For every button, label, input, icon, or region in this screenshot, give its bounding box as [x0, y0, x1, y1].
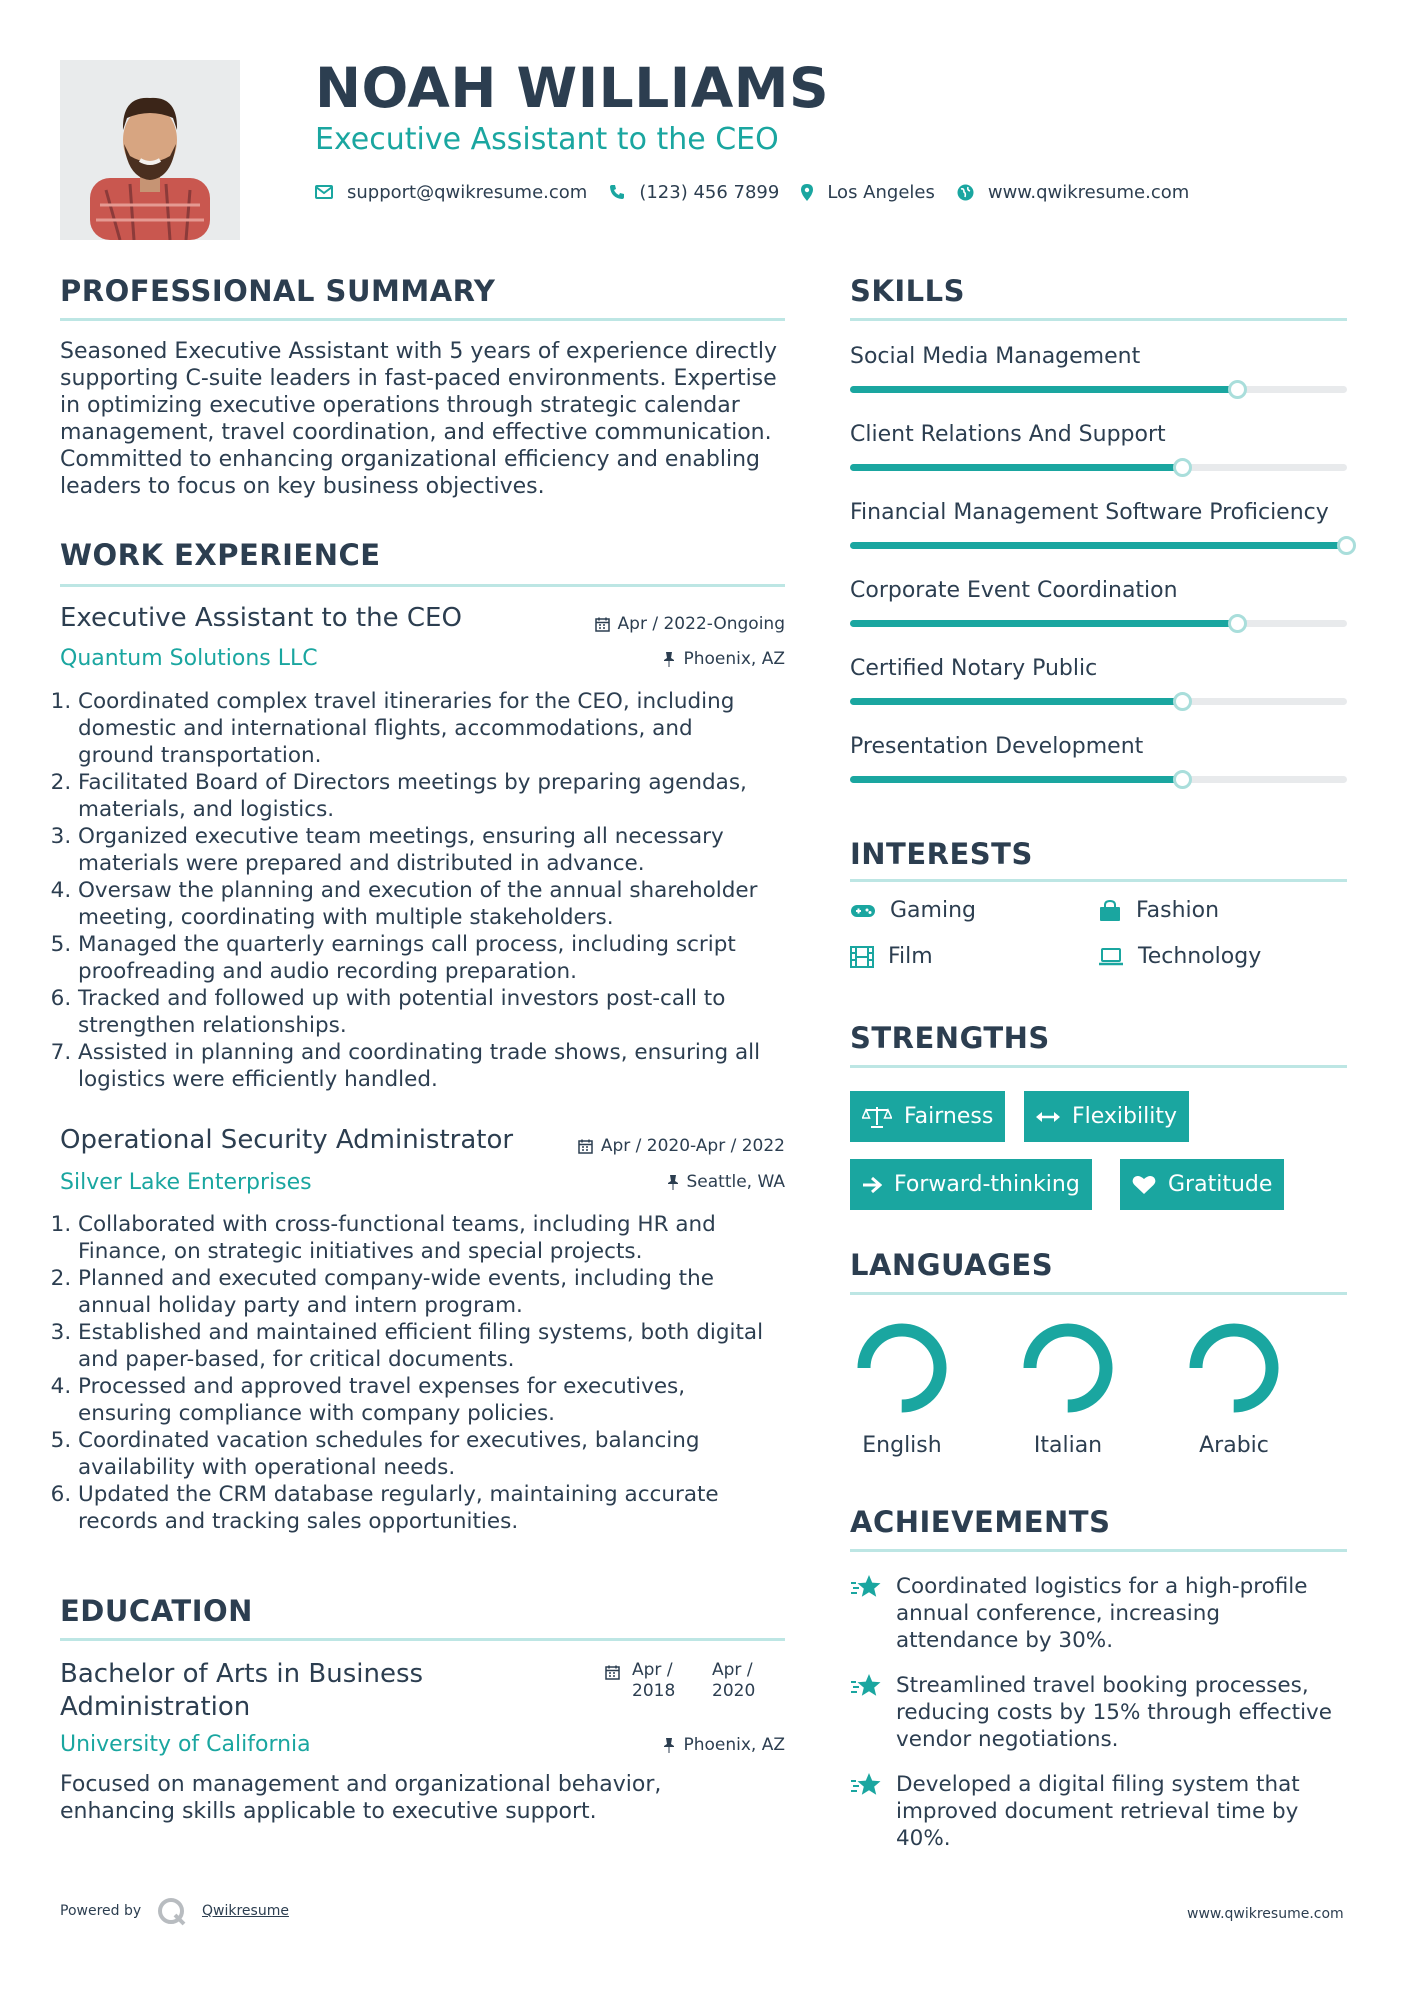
summary-line: Committed to enhancing organizational efficiency and enabling — [60, 447, 760, 472]
achievement-star-icon — [850, 1574, 882, 1604]
skill-level-fill — [850, 386, 1238, 393]
profile-photo — [60, 60, 240, 240]
achievement-star-icon — [850, 1673, 882, 1703]
skills-heading: SKILLS — [850, 274, 965, 308]
skill-level-fill — [850, 698, 1183, 705]
languages-heading: LANGUAGES — [850, 1248, 1054, 1282]
language-name: Italian — [1033, 1433, 1103, 1458]
skill-level-bar — [850, 542, 1347, 549]
job-dates — [480, 1136, 785, 1156]
skill-level-knob — [1337, 536, 1356, 555]
skill-name: Certified Notary Public — [850, 656, 1098, 681]
skill-level-knob — [1173, 770, 1192, 789]
contact-website-text: www.qwikresume.com — [987, 181, 1190, 203]
skill-level-bar — [850, 698, 1347, 705]
degree-line: Bachelor of Arts in Business — [60, 1659, 424, 1689]
skill-level-fill — [850, 542, 1347, 549]
language-name: English — [862, 1433, 942, 1458]
map-pin-icon — [801, 184, 813, 201]
interest-gaming: Gaming — [850, 898, 976, 923]
skills-divider — [850, 318, 1347, 321]
pin-icon — [667, 1175, 679, 1190]
achievement-item: Streamlined travel booking processes, reducing costs by 15% through effective vendor negotiations. — [896, 1673, 1332, 1752]
interests-divider — [850, 879, 1347, 882]
school-location — [500, 1735, 785, 1755]
job-location — [500, 649, 785, 669]
list-item: 6. Tracked and followed up with potential investors post-call to strengthen relationships. — [78, 985, 800, 1039]
qwikresume-logo-icon — [157, 1897, 187, 1931]
contact-phone-text: (123) 456 7899 — [639, 181, 780, 203]
calendar-icon — [578, 1139, 593, 1154]
interests-heading: INTERESTS — [850, 837, 1033, 871]
education-divider — [60, 1638, 785, 1641]
skill-level-bar — [850, 386, 1347, 393]
interest-fashion: Fashion — [1098, 898, 1219, 923]
achievement-item: Developed a digital filing system that improved document retrieval time by 40%. — [896, 1772, 1300, 1851]
job-location-text: Seattle, WA — [686, 1172, 785, 1192]
strength-flexibility: Flexibility — [1024, 1091, 1189, 1142]
list-item: 3. Established and maintained efficient filing systems, both digital and paper-based, for critical documents. — [78, 1319, 800, 1373]
summary-text — [60, 338, 800, 500]
achievements-heading: ACHIEVEMENTS — [850, 1505, 1111, 1539]
envelope-icon — [315, 185, 333, 199]
footer-website-link[interactable]: www.qwikresume.com — [1187, 1906, 1344, 1922]
skill-level-knob — [1173, 692, 1192, 711]
job-location-text: Phoenix, AZ — [683, 649, 785, 669]
calendar-icon — [605, 1665, 623, 1684]
globe-icon — [957, 184, 974, 201]
degree-title — [60, 1658, 423, 1724]
education-heading: EDUCATION — [60, 1594, 253, 1628]
degree-line: Administration — [60, 1692, 251, 1722]
experience-heading: WORK EXPERIENCE — [60, 538, 381, 572]
job-dates — [500, 614, 785, 634]
qwikresume-link[interactable]: Qwikresume — [202, 1903, 289, 1919]
shopping-bag-icon — [1098, 900, 1122, 922]
gamepad-icon — [850, 903, 876, 919]
contact-website[interactable] — [957, 182, 1189, 203]
strengths-divider — [850, 1065, 1347, 1068]
skill-level-knob — [1173, 458, 1192, 477]
strength-fairness: Fairness — [850, 1091, 1005, 1142]
contact-email[interactable] — [315, 182, 587, 203]
list-item: 4. Processed and approved travel expenses for executives, ensuring compliance with company policies. — [78, 1373, 800, 1427]
skill-level-bar — [850, 620, 1347, 627]
arrows-horizontal-icon — [1036, 1110, 1060, 1124]
contact-email-text: support@qwikresume.com — [347, 181, 588, 203]
summary-line: in optimizing executive operations through strategic calendar — [60, 393, 740, 418]
candidate-title: Executive Assistant to the CEO — [315, 122, 779, 157]
skill-name: Corporate Event Coordination — [850, 578, 1178, 603]
interest-film: Film — [850, 944, 933, 969]
balance-scale-icon — [862, 1106, 892, 1128]
list-item: 2. Planned and executed company-wide events, including the annual holiday party and intern program. — [78, 1265, 800, 1319]
education-start-date: Apr / 2018 — [632, 1660, 676, 1701]
strength-forward-thinking: Forward-thinking — [850, 1159, 1092, 1210]
contact-location — [801, 182, 935, 203]
skill-name: Presentation Development — [850, 734, 1144, 759]
strengths-heading: STRENGTHS — [850, 1021, 1050, 1055]
heart-icon — [1132, 1174, 1156, 1195]
list-item: 7. Assisted in planning and coordinating trade shows, ensuring all logistics were efficiently handled. — [78, 1039, 800, 1093]
summary-divider — [60, 318, 785, 321]
education-description: Focused on management and organizational behavior, enhancing skills applicable to executive support. — [60, 1772, 662, 1824]
job-company: Quantum Solutions LLC — [60, 646, 318, 671]
skill-level-bar — [850, 776, 1347, 783]
school-location-text: Phoenix, AZ — [683, 1735, 785, 1755]
job-bullets — [60, 1211, 800, 1535]
language-ring — [1186, 1320, 1282, 1420]
summary-line: leaders to focus on key business objectives. — [60, 474, 545, 499]
achievement-star-icon — [850, 1772, 882, 1802]
list-item: 3. Organized executive team meetings, ensuring all necessary materials were prepared and distributed in advance. — [78, 823, 800, 877]
job-title: Executive Assistant to the CEO — [60, 603, 462, 633]
language-name: Arabic — [1199, 1433, 1269, 1458]
skill-level-knob — [1228, 614, 1247, 633]
film-icon — [850, 946, 874, 968]
list-item: 1. Collaborated with cross-functional teams, including HR and Finance, on strategic initiatives and special projects. — [78, 1211, 800, 1265]
list-item: 1. Coordinated complex travel itineraries for the CEO, including domestic and international flights, accommodations, and ground transportation. — [78, 688, 800, 769]
skill-level-fill — [850, 776, 1183, 783]
contact-bar — [315, 178, 1211, 206]
pin-icon — [663, 652, 675, 667]
laptop-icon — [1098, 948, 1124, 966]
summary-line: supporting C-suite leaders in fast-paced environments. Expertise — [60, 366, 777, 391]
job-bullets — [60, 688, 800, 1093]
experience-divider — [60, 584, 785, 587]
languages-divider — [850, 1292, 1347, 1295]
skill-name: Social Media Management — [850, 344, 1141, 369]
job-title: Operational Security Administrator — [60, 1125, 514, 1155]
skill-level-bar — [850, 464, 1347, 471]
arrow-right-icon — [862, 1176, 882, 1194]
list-item: 4. Oversaw the planning and execution of the annual shareholder meeting, coordinating with multiple stakeholders. — [78, 877, 800, 931]
candidate-name: NOAH WILLIAMS — [315, 56, 830, 120]
school-name: University of California — [60, 1732, 311, 1757]
phone-icon — [609, 184, 625, 200]
interest-technology: Technology — [1098, 944, 1261, 969]
achievements-divider — [850, 1549, 1347, 1552]
job-location — [500, 1172, 785, 1192]
achievement-item: Coordinated logistics for a high-profile annual conference, increasing attendance by 30%. — [896, 1574, 1308, 1653]
list-item: 2. Facilitated Board of Directors meetings by preparing agendas, materials, and logistics. — [78, 769, 800, 823]
job-company: Silver Lake Enterprises — [60, 1170, 312, 1195]
powered-by-label: Powered by — [60, 1903, 142, 1919]
summary-heading: PROFESSIONAL SUMMARY — [60, 274, 496, 308]
calendar-icon — [595, 617, 610, 632]
contact-phone[interactable] — [609, 182, 779, 203]
list-item: 6. Updated the CRM database regularly, maintaining accurate records and tracking sales opportunities. — [78, 1481, 800, 1535]
pin-icon — [663, 1738, 675, 1753]
job-dates-text: Apr / 2020-Apr / 2022 — [600, 1136, 785, 1156]
skill-name: Financial Management Software Proficiency — [850, 500, 1329, 525]
list-item: 5. Managed the quarterly earnings call process, including script proofreading and audio recording preparation. — [78, 931, 800, 985]
language-ring — [1020, 1320, 1116, 1420]
job-dates-text: Apr / 2022-Ongoing — [617, 614, 785, 634]
language-ring — [854, 1320, 950, 1420]
education-end-date: Apr / 2020 — [712, 1660, 756, 1701]
list-item: 5. Coordinated vacation schedules for executives, balancing availability with operational needs. — [78, 1427, 800, 1481]
skill-name: Client Relations And Support — [850, 422, 1166, 447]
strength-gratitude: Gratitude — [1120, 1159, 1284, 1210]
skill-level-fill — [850, 464, 1183, 471]
skill-level-knob — [1228, 380, 1247, 399]
skill-level-fill — [850, 620, 1238, 627]
contact-location-text: Los Angeles — [827, 181, 935, 203]
summary-line: management, travel coordination, and effective communication. — [60, 420, 772, 445]
summary-line: Seasoned Executive Assistant with 5 years of experience directly — [60, 339, 778, 364]
